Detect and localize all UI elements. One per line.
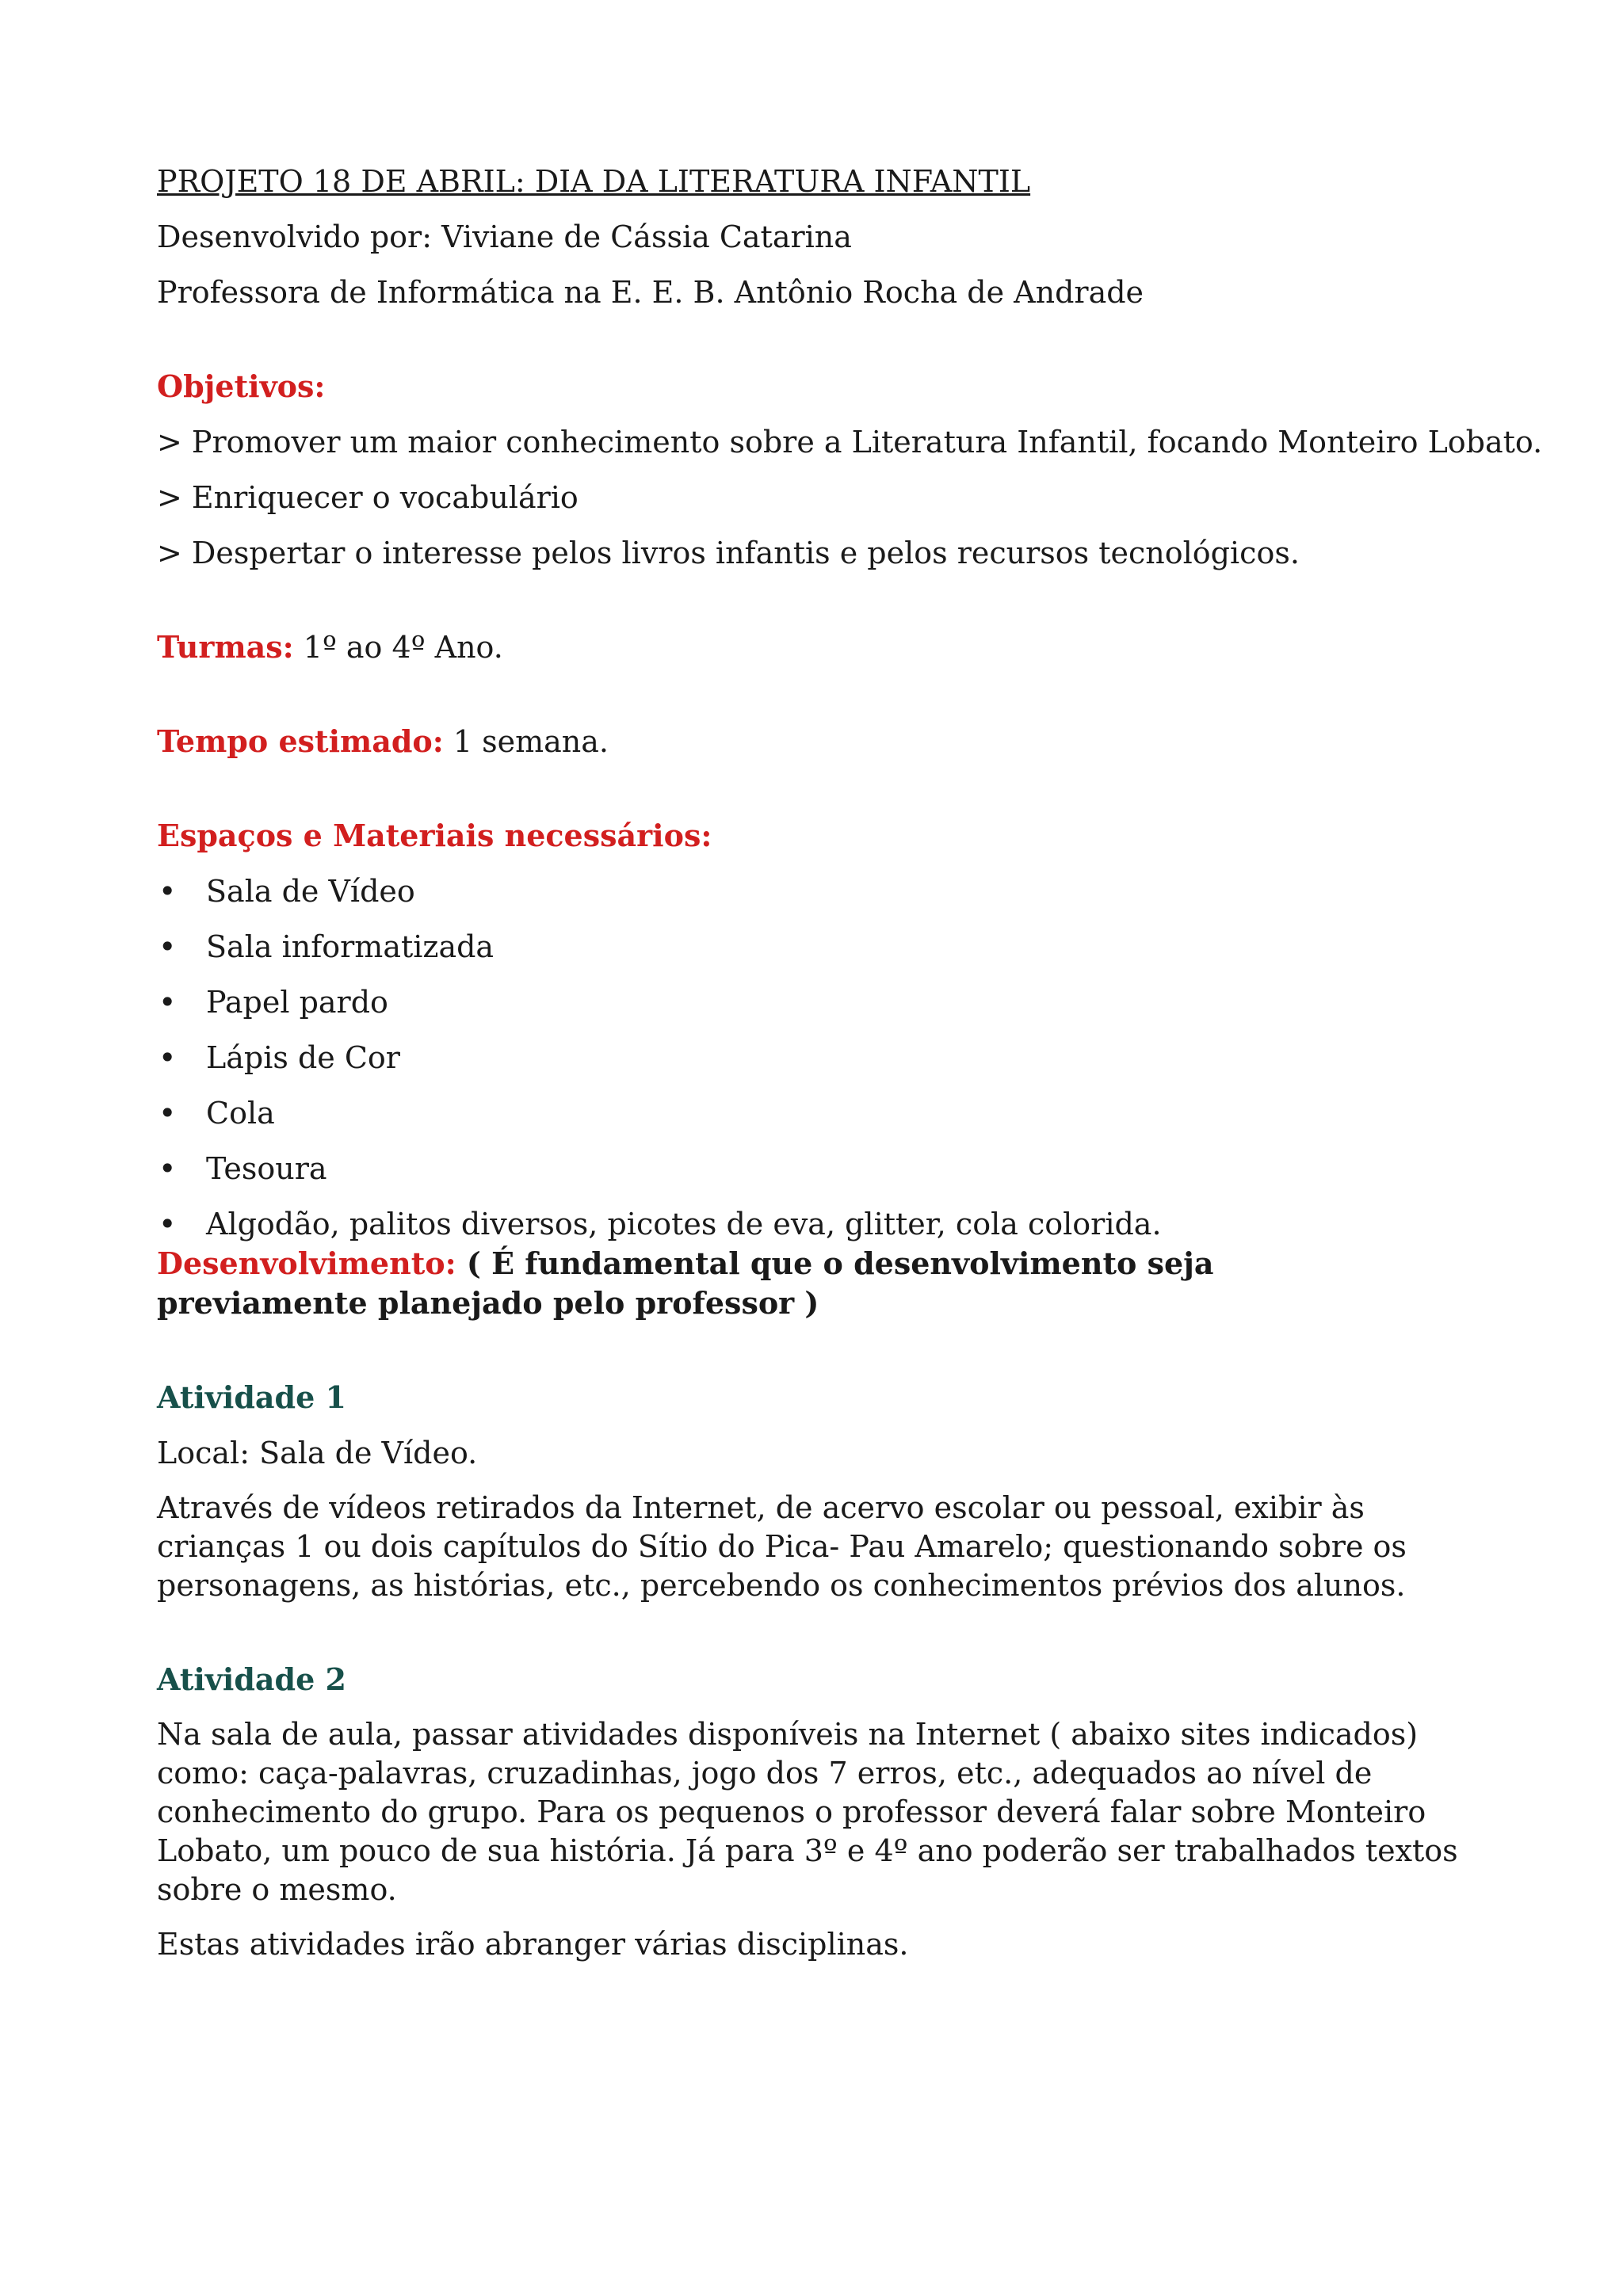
objetivo-item: > Despertar o interesse pelos livros infantis e pelos recursos tecnológicos.: [157, 536, 1300, 570]
bullet-icon: •: [158, 874, 177, 909]
list-item: [157, 982, 1488, 1022]
author-line: Desenvolvido por: Viviane de Cássia Catarina: [157, 219, 852, 254]
desenvolvimento-note: ( É fundamental que o desenvolvimento seja previamente planejado pelo professor ): [157, 1245, 1214, 1321]
turmas-label: Turmas:: [157, 629, 294, 665]
bullet-icon: •: [158, 1096, 177, 1131]
tempo-value: 1 semana.: [443, 724, 609, 759]
list-item-text: Papel pardo: [206, 985, 388, 1020]
tempo-label: Tempo estimado:: [157, 723, 444, 759]
objetivos-heading: Objetivos:: [157, 368, 326, 404]
list-item: [157, 871, 1488, 911]
desenvolvimento-label: Desenvolvimento:: [157, 1245, 456, 1281]
turmas-line: [157, 627, 1488, 667]
bullet-icon: •: [158, 985, 177, 1020]
list-item: [157, 1038, 1488, 1077]
list-item-text: Sala informatizada: [206, 929, 495, 964]
bullet-icon: •: [158, 1207, 177, 1241]
document-page: [157, 162, 1543, 1964]
bullet-icon: •: [158, 1151, 177, 1186]
objetivo-item: > Promover um maior conhecimento sobre a Literatura Infantil, focando Monteiro Lobato.: [157, 425, 1543, 460]
list-item: [157, 1149, 1488, 1188]
list-item: [157, 927, 1488, 967]
list-item: [157, 1204, 1488, 1244]
atividade1-heading: Atividade 1: [157, 1379, 346, 1415]
materiais-list: [157, 871, 1488, 1244]
objetivo-item: > Enriquecer o vocabulário: [157, 480, 579, 515]
list-item-text: Sala de Vídeo: [206, 874, 415, 909]
atividade2-heading: Atividade 2: [157, 1661, 346, 1697]
tempo-line: [157, 722, 1488, 761]
list-item: [157, 1093, 1488, 1133]
document-title: PROJETO 18 DE ABRIL: DIA DA LITERATURA INFANTIL: [157, 164, 1031, 199]
list-item-text: Lápis de Cor: [206, 1040, 400, 1075]
bullet-icon: •: [158, 929, 177, 964]
bullet-icon: •: [158, 1040, 177, 1075]
list-item-text: Tesoura: [206, 1151, 327, 1186]
role-line: Professora de Informática na E. E. B. Antônio Rocha de Andrade: [157, 275, 1144, 310]
desenvolvimento-paragraph: [157, 1244, 1393, 1323]
atividade2-text2: Estas atividades irão abranger várias disciplinas.: [157, 1927, 909, 1962]
list-item-text: Cola: [206, 1096, 275, 1131]
atividade1-text: Através de vídeos retirados da Internet, de acervo escolar ou pessoal, exibir às crianças 1 ou dois capítulos do Sítio do Pica- Pau Amarelo; questionando sobre os personagens, as histórias, etc., percebendo os conhecimentos prévios dos alunos.: [157, 1490, 1407, 1603]
list-item-text: Algodão, palitos diversos, picotes de eva, glitter, cola colorida.: [206, 1207, 1162, 1241]
turmas-value: 1º ao 4º Ano.: [293, 630, 503, 665]
materiais-heading: Espaços e Materiais necessários:: [157, 818, 712, 853]
atividade2-text: Na sala de aula, passar atividades disponíveis na Internet ( abaixo sites indicados) como: caça-palavras, cruzadinhas, jogo dos 7 erros, etc., adequados ao nível de conhecimento do grupo. Para os pequenos o professor deverá falar sobre Monteiro Lobato, um pouco de sua história. Já para 3º e 4º ano poderão ser trabalhados textos sobre o mesmo.: [157, 1717, 1458, 1907]
atividade1-local: Local: Sala de Vídeo.: [157, 1436, 478, 1470]
